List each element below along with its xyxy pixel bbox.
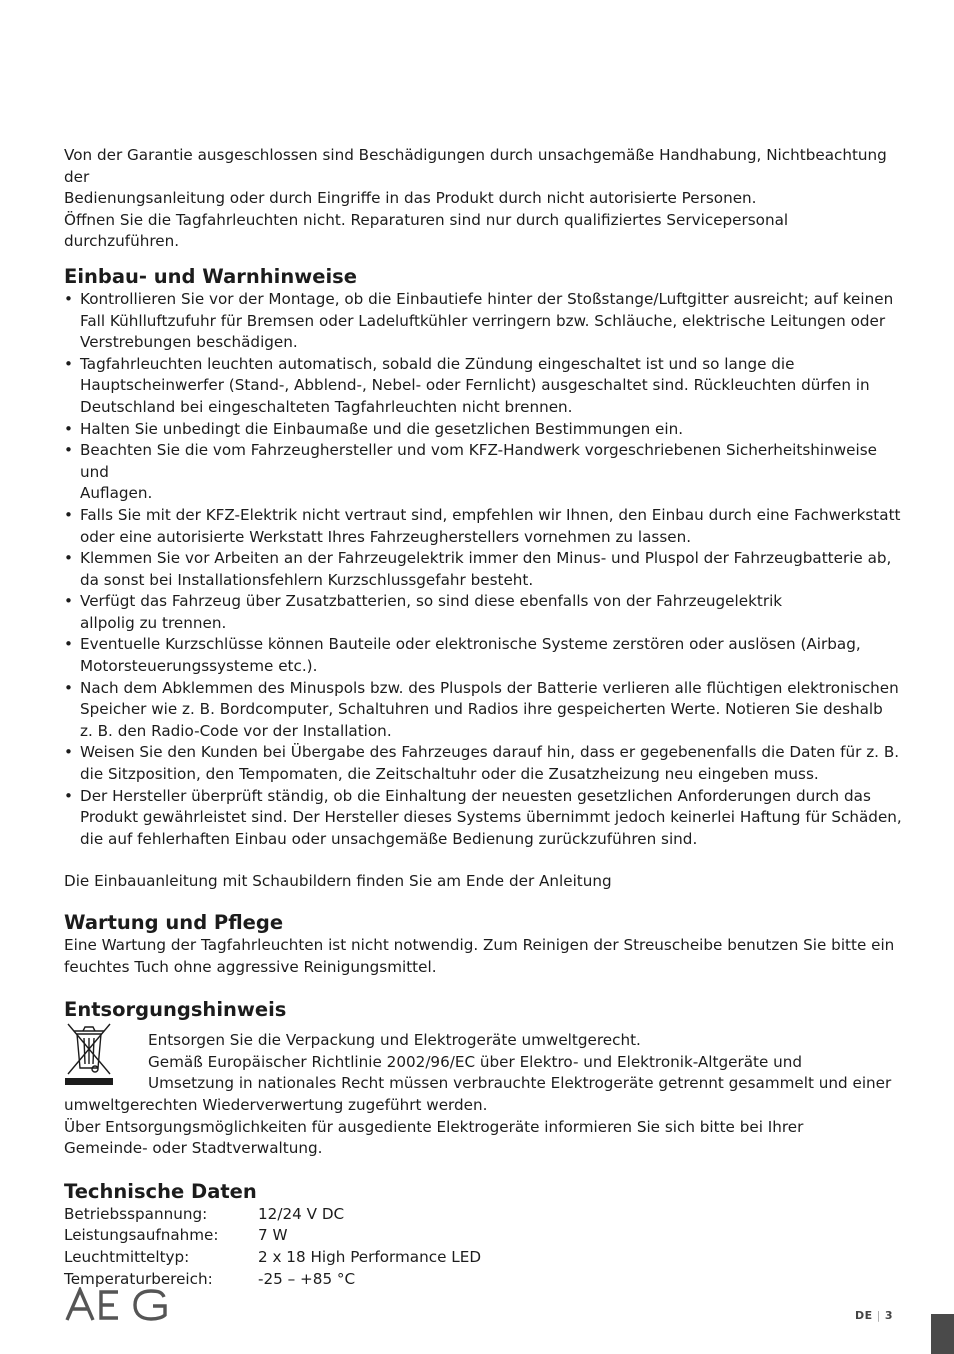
spec-value: 7 W [258, 1226, 288, 1245]
list-item: • Der Hersteller überprüft ständig, ob die Einhaltung der neuesten gesetzlichen Anforderungen durch das Produkt gewährleistet sind. Der Hersteller dieses Systems übernimmt jedoch keinerlei Haftung für Schäden, die auf fehlerhaften Einbau oder unsachgemäße Bedienung zurückzuführen sind. [64, 786, 904, 851]
table-row [64, 1204, 481, 1226]
spec-value: 12/24 V DC [258, 1204, 345, 1223]
heading-einbau: Einbau- und Warnhinweise [64, 264, 357, 288]
list-item: • Weisen Sie den Kunden bei Übergabe des Fahrzeuges darauf hin, dass er gegebenenfalls die Daten für z. B. die Sitzposition, den Tempomaten, die Zeitschaltuhr oder die Zusatzheizung neu eingeben muss. [64, 742, 904, 785]
list-item: • Nach dem Abklemmen des Minuspols bzw. des Pluspols der Batterie verlieren alle flüchtigen elektronischen Speicher wie z. B. Bordcomputer, Schaltuhren und Radios ihre gespeicherten Werte. Notieren Sie deshalb z. B. den Radio-Code vor der Installation. [64, 678, 904, 743]
page-edge-tab [931, 1314, 954, 1354]
heading-wartung: Wartung und Pflege [64, 911, 284, 934]
spec-label: Leuchtmitteltyp: [64, 1247, 190, 1266]
page-number-value: 3 [884, 1309, 894, 1322]
page-number [855, 1309, 893, 1322]
heading-entsorgung: Entsorgungshinweis [64, 998, 287, 1022]
disposal-block [64, 1030, 904, 1160]
disposal-line-1: Entsorgen Sie die Verpackung und Elektrogeräte umweltgerecht. [148, 1031, 641, 1050]
aeg-logo [64, 1287, 170, 1323]
disposal-line-4: umweltgerechten Wiederverwertung zugeführt werden. [64, 1095, 488, 1114]
disposal-line-2: Gemäß Europäischer Richtlinie 2002/96/EC über Elektro- und Elektronik-Altgeräte und [148, 1052, 803, 1071]
list-item: • Falls Sie mit der KFZ-Elektrik nicht vertraut sind, empfehlen wir Ihnen, den Einbau durch eine Fachwerkstatt oder eine autorisierte Werkstatt Ihres Fahrzeugherstellers vornehmen zu lassen. [64, 505, 904, 548]
heading-technische-daten: Technische Daten [64, 1179, 257, 1203]
intro-paragraph-warranty: Von der Garantie ausgeschlossen sind Beschädigungen durch unsachgemäße Handhabung, Nichtbeachtung der Bedienungsanleitung oder durch Eingriffe in das Produkt durch nicht autorisierte Personen. [64, 146, 887, 208]
list-item: • Kontrollieren Sie vor der Montage, ob die Einbautiefe hinter der Stoßstange/Luftgitter ausreicht; auf keinen Fall Kühlluftzufuhr für Bremsen oder Ladeluftkühler verringern bzw. Schläuche, elektrische Leitungen oder Verstrebungen beschädigen. [64, 289, 904, 354]
disposal-line-3: Umsetzung in nationales Recht müssen verbrauchte Elektrogeräte getrennt gesammelt und einer [148, 1074, 892, 1093]
spec-label: Temperaturbereich: [64, 1269, 213, 1288]
einbau-note: Die Einbauanleitung mit Schaubildern finden Sie am Ende der Anleitung [64, 872, 612, 891]
disposal-line-5: Über Entsorgungsmöglichkeiten für ausgediente Elektrogeräte informieren Sie sich bitte bei Ihrer Gemeinde- oder Stadtverwaltung. [64, 1117, 804, 1158]
table-row [64, 1247, 481, 1269]
einbau-list [64, 289, 904, 850]
spec-table [64, 1204, 481, 1290]
list-item: • Halten Sie unbedingt die Einbaumaße und die gesetzlichen Bestimmungen ein. [64, 419, 904, 441]
list-item: • Beachten Sie die vom Fahrzeughersteller und vom KFZ-Handwerk vorgeschriebenen Sicherheitshinweise und Auflagen. [64, 440, 904, 505]
wartung-text: Eine Wartung der Tagfahrleuchten ist nicht notwendig. Zum Reinigen der Streuscheibe benutzen Sie bitte ein feuchtes Tuch ohne aggressive Reinigungsmittel. [64, 936, 895, 976]
list-item: • Tagfahrleuchten leuchten automatisch, sobald die Zündung eingeschaltet ist und so lange die Hauptscheinwerfer (Stand-, Abblend-, Nebel- oder Fernlicht) ausgeschaltet sind. Rückleuchten dürfen in Deutschland bei eingeschalteten Tagfahrleuchten nicht brennen. [64, 354, 904, 419]
list-item: • Klemmen Sie vor Arbeiten an der Fahrzeugelektrik immer den Minus- und Pluspol der Fahrzeugbatterie ab, da sonst bei Installationsfehlern Kurzschlussgefahr besteht. [64, 548, 904, 591]
crossed-out-wheelie-bin-icon [64, 1022, 114, 1086]
table-row [64, 1225, 481, 1247]
spec-value: 2 x 18 High Performance LED [258, 1247, 482, 1266]
language-code: DE [855, 1309, 873, 1322]
spec-label: Leistungsaufnahme: [64, 1226, 219, 1245]
spec-value: -25 – +85 °C [258, 1269, 356, 1288]
separator: | [876, 1309, 881, 1322]
page-content [64, 145, 904, 1290]
intro-paragraph-open: Öffnen Sie die Tagfahrleuchten nicht. Reparaturen sind nur durch qualifiziertes Servicepersonal durchzuführen. [64, 210, 789, 251]
list-item: • Eventuelle Kurzschlüsse können Bauteile oder elektronische Systeme zerstören oder auslösen (Airbag, Motorsteuerungssysteme etc.). [64, 634, 904, 677]
spec-label: Betriebsspannung: [64, 1204, 208, 1223]
list-item: • Verfügt das Fahrzeug über Zusatzbatterien, so sind diese ebenfalls von der Fahrzeugelektrik allpolig zu trennen. [64, 591, 904, 634]
